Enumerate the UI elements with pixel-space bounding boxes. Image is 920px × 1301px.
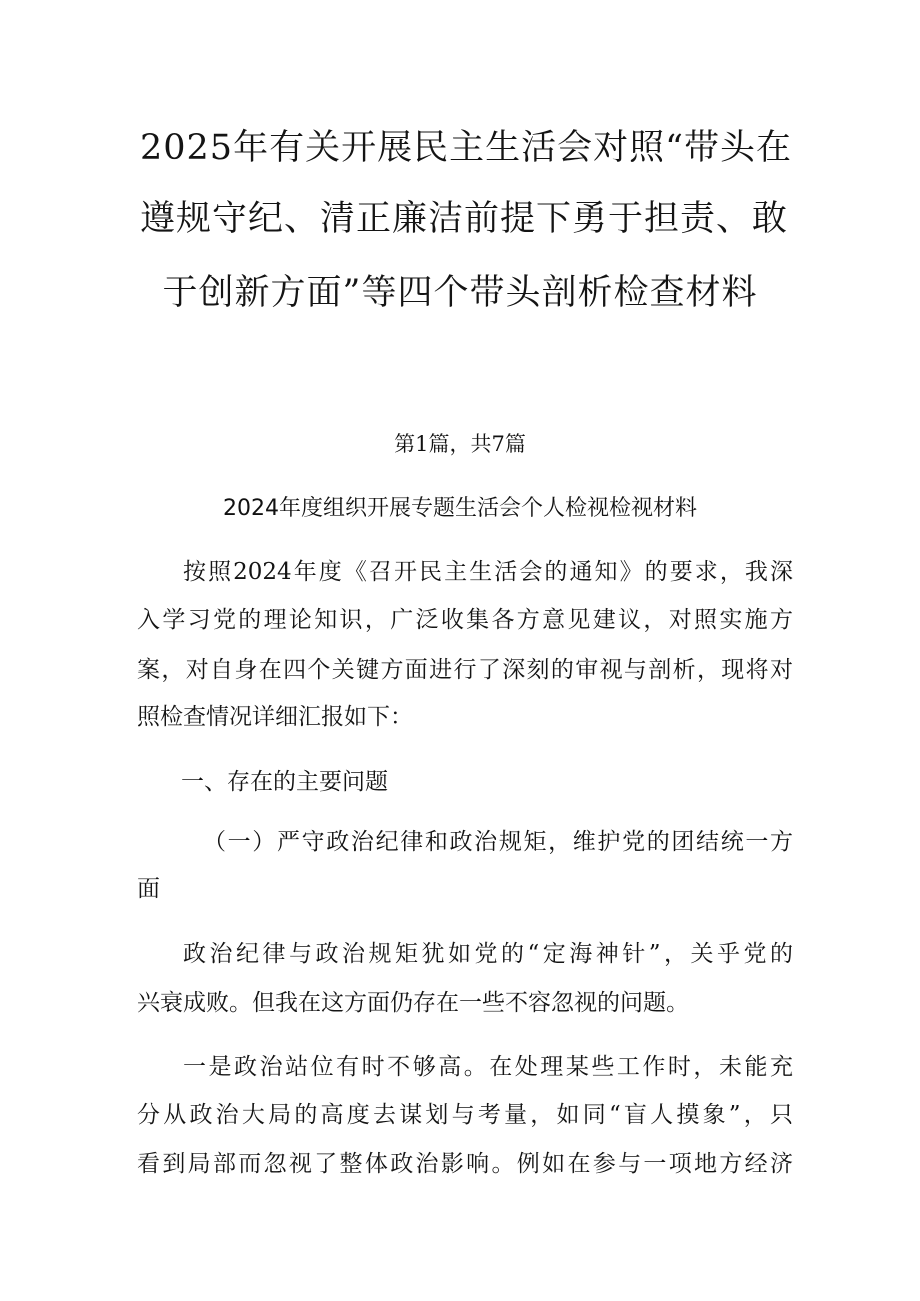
intro-line-3: 案，对自身在四个关键方面进行了深刻的审视与剖析，现将对 [137,657,793,683]
paragraph-2-line-1: 一是政治站位有时不够高。在处理某些工作时，未能充 [183,1054,793,1080]
paragraph-2-line-3: 看到局部而忽视了整体政治影响。例如在参与一项地方经济 [137,1151,793,1177]
main-title-line-2: 遵规守纪、清正廉洁前提下勇于担责、敢 [140,199,789,239]
main-title-line-1: 2025年有关开展民主生活会对照“带头在 [140,128,792,168]
part-indicator: 第1篇，共7篇 [394,432,526,456]
main-title-line-3: 于创新方面”等四个带头剖析检查材料 [162,273,758,313]
subsection-heading-line-1: （一）严守政治纪律和政治规矩，维护党的团结统一方 [203,829,793,855]
document-subtitle: 2024年度组织开展专题生活会个人检视检视材料 [223,496,697,521]
paragraph-2-line-2: 分从政治大局的高度去谋划与考量，如同“盲人摸象”，只 [137,1102,793,1128]
paragraph-1-line-1: 政治纪律与政治规矩犹如党的“定海神针”，关乎党的 [183,941,793,967]
intro-line-2: 入学习党的理论知识，广泛收集各方意见建议，对照实施方 [137,607,793,633]
intro-line-4: 照检查情况详细汇报如下： [137,704,413,730]
subsection-heading-line-2: 面 [137,876,160,902]
section-heading: 一、存在的主要问题 [181,769,388,795]
intro-line-1: 按照2024年度《召开民主生活会的通知》的要求，我深 [183,559,793,585]
paragraph-1-line-2: 兴衰成败。但我在这方面仍存在一些不容忽视的问题。 [137,990,689,1016]
